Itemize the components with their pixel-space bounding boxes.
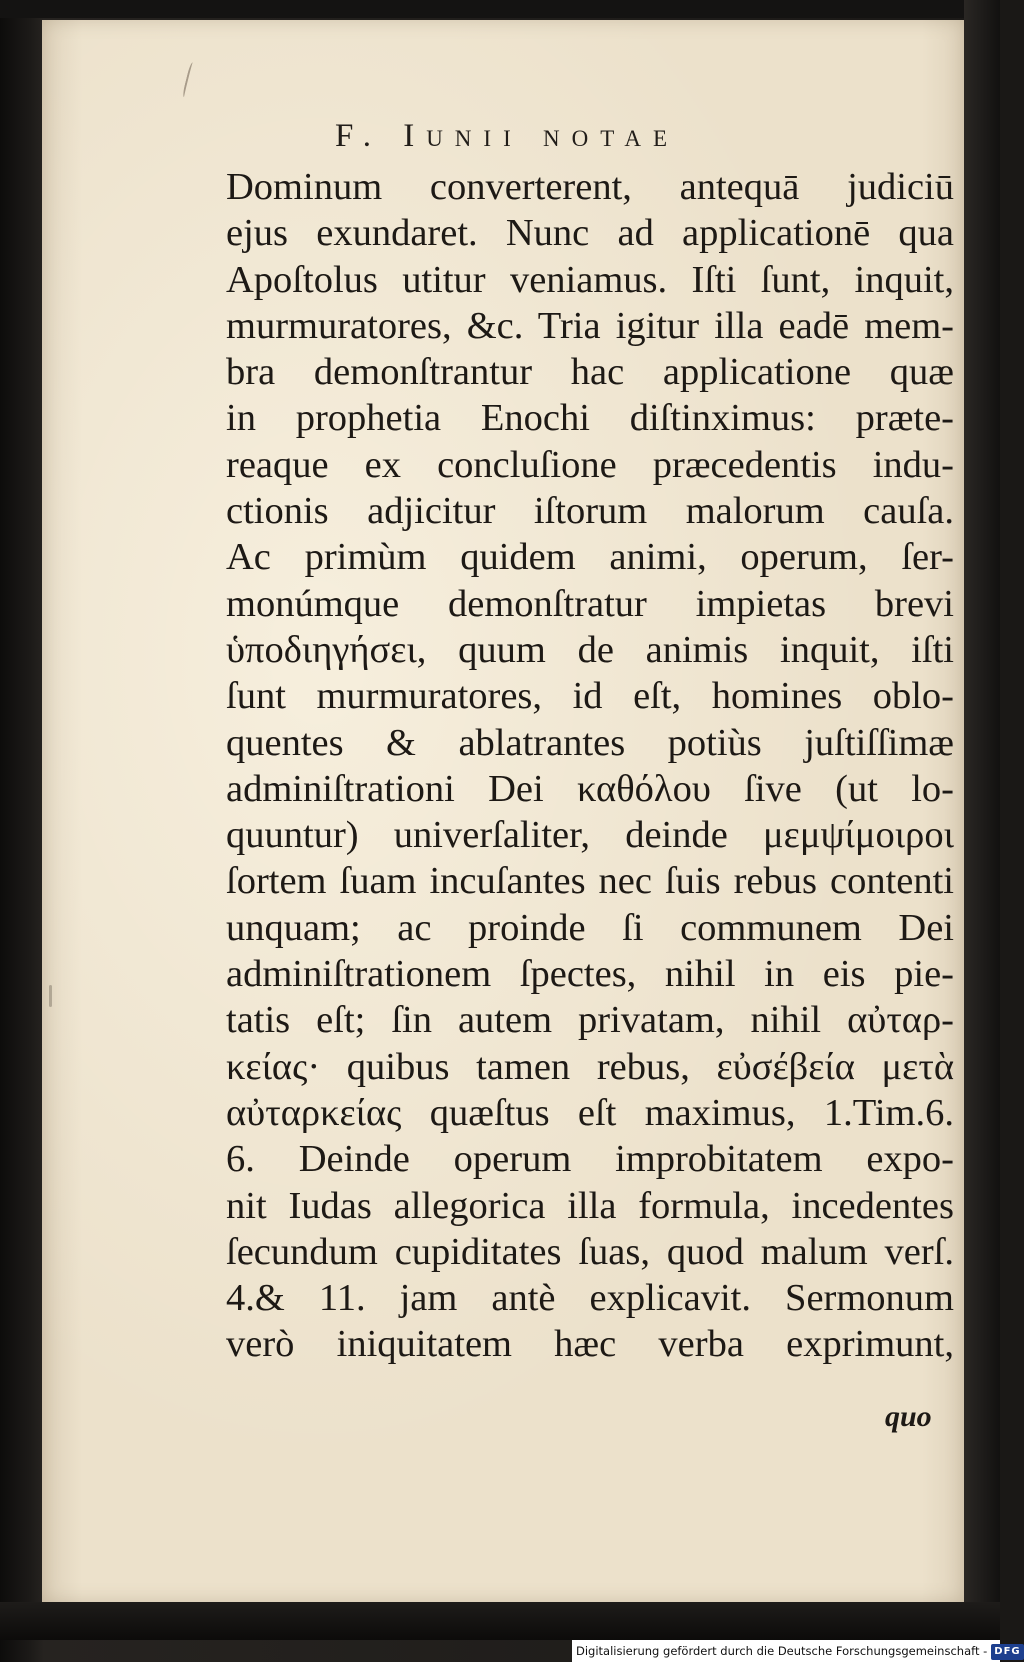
dfg-logo-icon: DFG (991, 1644, 1023, 1660)
text-line: ὑποδιηγήσει, quum de animis inquit, iſti (226, 628, 954, 671)
running-head: F. Iunii notae (335, 118, 680, 154)
scan-bottom-edge (0, 1602, 1000, 1640)
text-line: ſunt murmuratores, id eſt, homines oblo- (226, 675, 954, 718)
text-line: ſortem ſuam incuſantes nec ſuis rebus contenti (226, 860, 954, 903)
margin-mark (49, 985, 52, 1007)
text-line: reaque ex concluſione præcedentis indu- (226, 443, 954, 486)
text-line: nit Iudas allegorica illa formula, incedentes (226, 1184, 954, 1227)
text-line: ctionis adjicitur iſtorum malorum cauſa. (226, 490, 954, 533)
text-line: adminiſtrationi Dei καθόλου ſive (ut lo- (226, 767, 954, 810)
text-line: Ac primùm quidem animi, operum, ſer- (226, 536, 954, 579)
text-line: ejus exundaret. Nunc ad applicationē qua (226, 212, 954, 255)
text-line: 6. Deinde operum improbitatem expo- (226, 1138, 954, 1181)
text-line: Dominum converterent, antequā judiciū (226, 166, 954, 208)
text-line: monúmque demonſtratur impietas brevi (226, 582, 954, 625)
digitization-footer (572, 1640, 1021, 1662)
catchword: quo (885, 1400, 932, 1433)
scan-top-edge (0, 0, 1000, 18)
text-line: bra demonſtrantur hac applicatione quæ (226, 351, 954, 394)
scan-right-edge (964, 0, 1000, 1662)
footer-text: Digitalisierung gefördert durch die Deutsche Forschungsgemeinschaft - (576, 1644, 988, 1658)
text-line: quuntur) univerſaliter, deinde μεμψίμοιροι (226, 814, 954, 857)
text-line: ſecundum cupiditates ſuas, quod malum verſ. (226, 1230, 954, 1273)
text-line: adminiſtrationem ſpectes, nihil in eis pie- (226, 953, 954, 996)
text-line: Apoſtolus utitur veniamus. Iſti ſunt, inquit, (226, 258, 954, 301)
text-line: tatis eſt; ſin autem privatam, nihil αὐταρ- (226, 999, 954, 1042)
text-line: 4.& 11. jam antè explicavit. Sermonum (226, 1277, 954, 1320)
text-line: murmuratores, &c. Tria igitur illa eadē mem- (226, 304, 954, 347)
text-line: αὐταρκείας quæſtus eſt maximus, 1.Tim.6. (226, 1091, 954, 1134)
text-line: unquam; ac proinde ſi communem Dei (226, 906, 954, 949)
text-line: in prophetia Enochi diſtinximus: præte- (226, 397, 954, 440)
body-text (226, 164, 954, 1368)
text-line: quentes & ablatrantes potiùs juſtiſſimæ (226, 721, 954, 764)
text-line: verò iniquitatem hæc verba exprimunt, (226, 1323, 954, 1366)
text-line: κείας· quibus tamen rebus, εὐσέβεία μετὰ (226, 1045, 954, 1088)
